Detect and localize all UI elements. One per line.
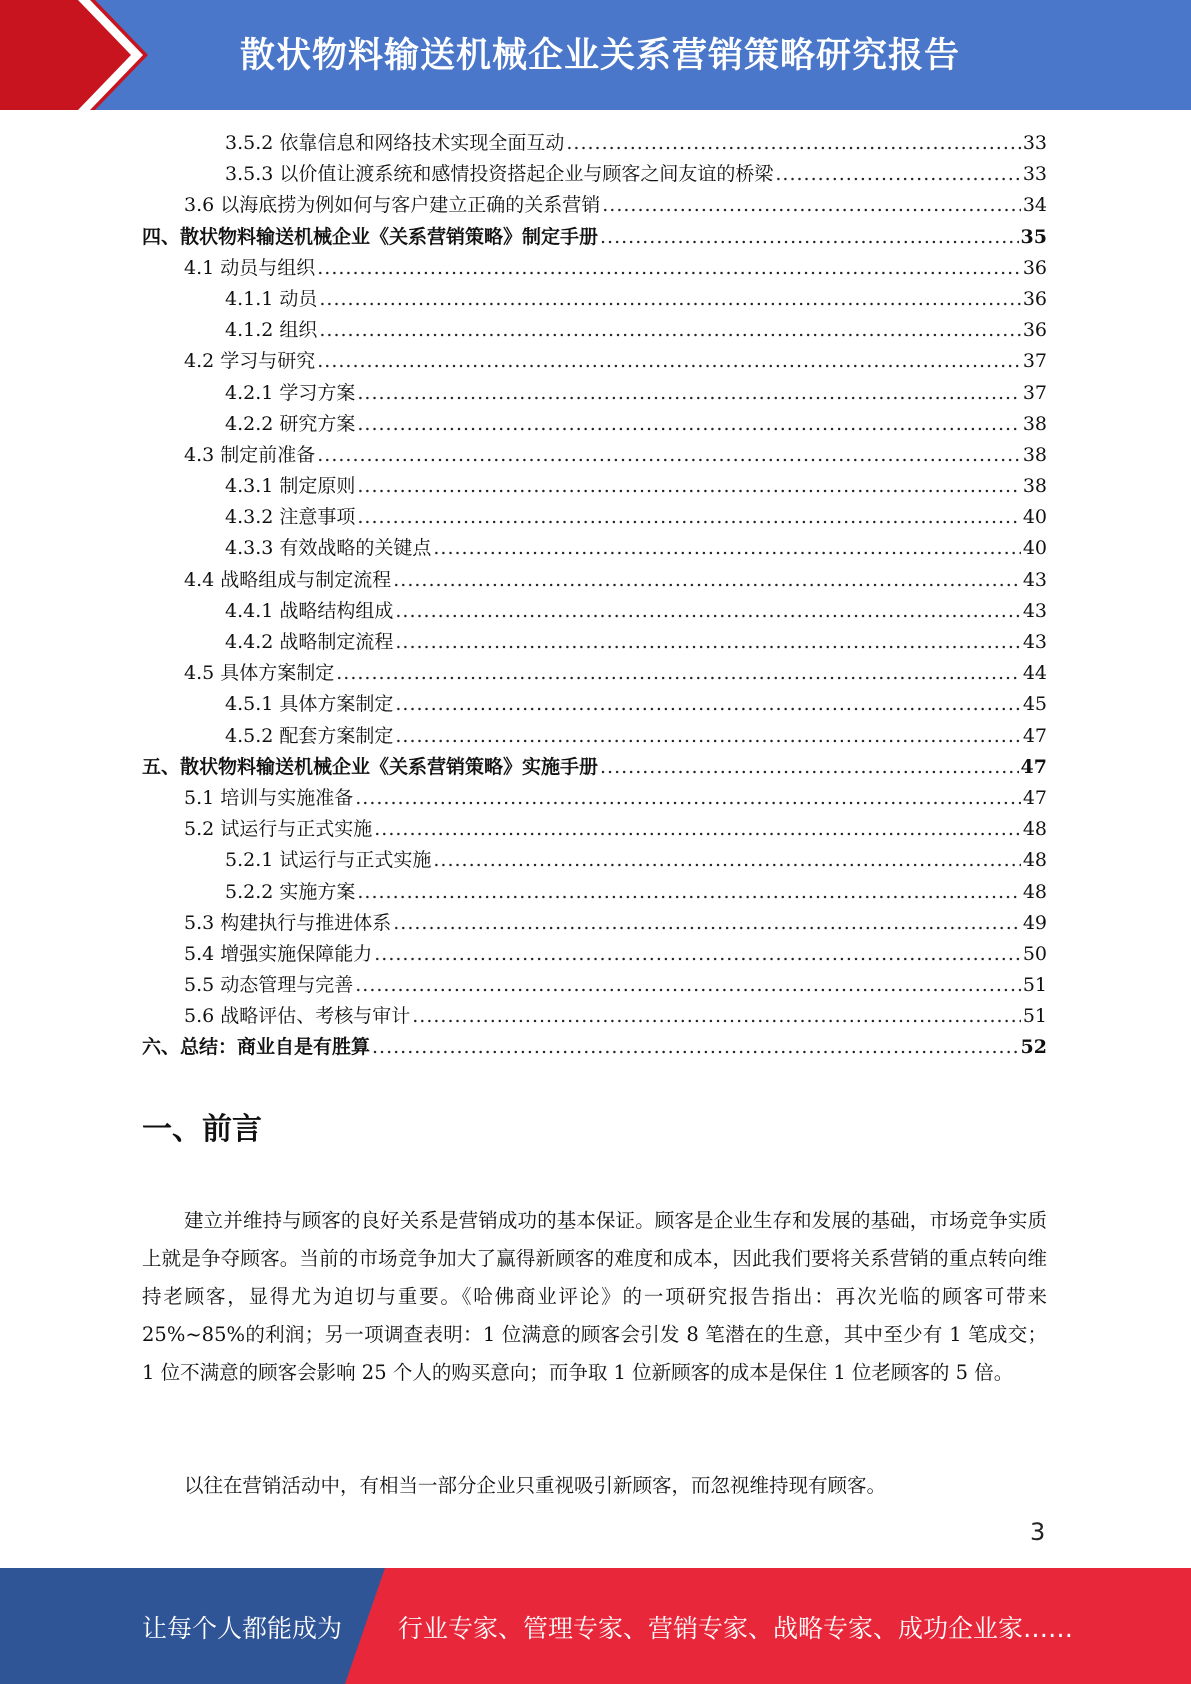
toc-entry[interactable] (142, 627, 1047, 658)
footer-slogan-right: 行业专家、管理专家、营销专家、战略专家、成功企业家…… (398, 1614, 1074, 1643)
body-paragraph: 以往在营销活动中，有相当一部分企业只重视吸引新顾客，而忽视维持现有顾客。 (184, 1474, 887, 1497)
footer-banner (0, 1568, 1191, 1684)
toc-leader-dots (433, 533, 1020, 564)
toc-entry-page: 38 (1022, 443, 1047, 466)
toc-entry[interactable] (142, 908, 1047, 939)
toc-entry[interactable] (142, 533, 1047, 564)
toc-entry[interactable] (142, 378, 1047, 409)
toc-leader-dots (374, 814, 1021, 845)
toc-entry-page: 51 (1022, 974, 1047, 997)
toc-entry-title: 5.2 试运行与正式实施 (184, 818, 373, 841)
toc-leader-dots (319, 284, 1020, 315)
toc-entry-page: 51 (1022, 1005, 1047, 1028)
toc-entry-title: 5.2.2 实施方案 (225, 880, 356, 903)
toc-leader-dots (355, 783, 1021, 814)
toc-entry-page: 33 (1022, 132, 1047, 154)
toc-leader-dots (602, 190, 1021, 221)
toc-entry[interactable] (142, 284, 1047, 315)
toc-leader-dots (357, 877, 1020, 908)
toc-entry-title: 4.5.1 具体方案制定 (225, 693, 394, 716)
footer-slogan-left: 让每个人都能成为 (142, 1614, 343, 1643)
toc-entry-page: 47 (1022, 724, 1047, 747)
toc-entry-page: 47 (1022, 786, 1047, 809)
toc-entry-title: 5.4 增强实施保障能力 (184, 942, 373, 965)
toc-entry[interactable] (142, 190, 1047, 221)
section-heading: 一、前言 (142, 1112, 262, 1147)
toc-leader-dots (357, 471, 1020, 502)
toc-entry-title: 4.3.1 制定原则 (225, 475, 356, 498)
toc-entry[interactable] (142, 502, 1047, 533)
toc-entry-page: 52 (1020, 1036, 1047, 1059)
toc-entry[interactable] (142, 159, 1047, 190)
toc-entry-title: 5.1 培训与实施准备 (184, 786, 354, 809)
toc-entry-title: 五、散状物料输送机械企业《关系营销策略》实施手册 (142, 755, 599, 778)
header-banner (0, 0, 1191, 110)
toc-leader-dots (357, 502, 1020, 533)
toc-entry-page: 43 (1022, 599, 1047, 622)
toc-leader-dots (319, 315, 1020, 346)
toc-leader-dots (374, 939, 1021, 970)
toc-entry-title: 4.3 制定前准备 (184, 443, 316, 466)
toc-entry-title: 4.1.1 动员 (225, 287, 318, 310)
toc-entry-page: 43 (1022, 568, 1047, 591)
toc-entry-title: 5.2.1 试运行与正式实施 (225, 849, 432, 872)
toc-entry-title: 5.5 动态管理与完善 (184, 974, 354, 997)
toc-entry[interactable] (142, 970, 1047, 1001)
toc-entry-title: 4.4 战略组成与制定流程 (184, 568, 392, 591)
toc-entry-title: 四、散状物料输送机械企业《关系营销策略》制定手册 (142, 225, 599, 248)
toc-leader-dots (775, 159, 1020, 190)
toc-leader-dots (317, 253, 1021, 284)
toc-entry[interactable] (142, 658, 1047, 689)
body-paragraph: 建立并维持与顾客的良好关系是营销成功的基本保证。顾客是企业生存和发展的基础，市场竞争实质上就是争夺顾客。当前的市场竞争加大了赢得新顾客的难度和成本，因此我们要将关系营销的重点转向维持老顾客，显得尤为迫切与重要。《哈佛商业评论》的一项研究报告指出：再次光临的顾客可带来 25%~85%的利润；另一项调查表明：1 位满意的顾客会引发 8 笔潜在的生意，其中至少有 1 笔成交；1 位不满意的顾客会影响 25 个人的购买意向；而争取 1 位新顾客的成本是保住 1 位老顾客的 5 倍。 (142, 1209, 1047, 1384)
toc-leader-dots (395, 627, 1020, 658)
toc-entry[interactable] (142, 596, 1047, 627)
toc-entry-page: 47 (1020, 755, 1047, 778)
toc-entry-title: 4.4.1 战略结构组成 (225, 599, 394, 622)
toc-entry-title: 六、总结：商业自是有胜算 (142, 1036, 371, 1059)
toc-leader-dots (317, 346, 1021, 377)
toc-entry-page: 40 (1022, 506, 1047, 529)
toc-leader-dots (355, 970, 1021, 1001)
toc-entry-title: 4.3.3 有效战略的关键点 (225, 537, 432, 560)
toc-entry[interactable] (142, 440, 1047, 471)
toc-leader-dots (412, 1001, 1021, 1032)
toc-entry-title: 5.3 构建执行与推进体系 (184, 911, 392, 934)
toc-entry-page: 35 (1020, 225, 1047, 248)
toc-entry-page: 44 (1022, 662, 1047, 685)
toc-entry-title: 3.5.2 依靠信息和网络技术实现全面互动 (225, 132, 565, 154)
toc-leader-dots (336, 658, 1021, 689)
toc-leader-dots (357, 409, 1020, 440)
toc-entry[interactable] (142, 814, 1047, 845)
toc-entry-title: 4.1.2 组织 (225, 319, 318, 342)
toc-entry-page: 38 (1022, 475, 1047, 498)
toc-entry-page: 34 (1022, 194, 1047, 217)
toc-entry-page: 38 (1022, 412, 1047, 435)
toc-entry-title: 4.1 动员与组织 (184, 256, 316, 279)
toc-entry-page: 37 (1022, 381, 1047, 404)
toc-entry[interactable] (142, 346, 1047, 377)
toc-entry-title: 3.5.3 以价值让渡系统和感情投资搭起企业与顾客之间友谊的桥梁 (225, 163, 774, 186)
toc-entry-page: 50 (1022, 942, 1047, 965)
toc-leader-dots (317, 440, 1021, 471)
toc-entry[interactable] (142, 1001, 1047, 1032)
toc-entry[interactable] (142, 565, 1047, 596)
toc-leader-dots (433, 845, 1020, 876)
toc-entry-page: 37 (1022, 350, 1047, 373)
toc-entry[interactable] (142, 128, 1047, 159)
toc-entry-title: 3.6 以海底捞为例如何与客户建立正确的关系营销 (184, 194, 601, 217)
toc-entry-page: 36 (1022, 287, 1047, 310)
toc-entry-title: 5.6 战略评估、考核与审计 (184, 1005, 411, 1028)
toc-entry-page: 33 (1022, 163, 1047, 186)
toc-entry[interactable] (142, 752, 1047, 783)
toc-entry-title: 4.2 学习与研究 (184, 350, 316, 373)
header-arrow-decoration (0, 0, 170, 110)
toc-entry-page: 36 (1022, 319, 1047, 342)
document-title: 散状物料输送机械企业关系营销策略研究报告 (240, 36, 961, 76)
toc-leader-dots (357, 378, 1020, 409)
toc-leader-dots (395, 596, 1020, 627)
toc-entry-title: 4.5.2 配套方案制定 (225, 724, 394, 747)
toc-entry[interactable] (142, 253, 1047, 284)
toc-entry[interactable] (142, 721, 1047, 752)
toc-entry-title: 4.2.1 学习方案 (225, 381, 356, 404)
toc-entry-title: 4.2.2 研究方案 (225, 412, 356, 435)
toc-entry[interactable] (142, 845, 1047, 876)
toc-leader-dots (566, 128, 1020, 159)
toc-entry-page: 36 (1022, 256, 1047, 279)
toc-entry-page: 48 (1022, 818, 1047, 841)
toc-entry[interactable] (142, 1032, 1047, 1063)
toc-leader-dots (372, 1032, 1019, 1063)
toc-entry[interactable] (142, 471, 1047, 502)
toc-entry-page: 48 (1022, 880, 1047, 903)
toc-leader-dots (393, 908, 1021, 939)
toc-leader-dots (600, 222, 1019, 253)
toc-entry-page: 45 (1022, 693, 1047, 716)
toc-entry-page: 49 (1022, 911, 1047, 934)
toc-leader-dots (395, 721, 1020, 752)
toc-entry-page: 48 (1022, 849, 1047, 872)
toc-entry-title: 4.5 具体方案制定 (184, 662, 335, 685)
table-of-contents (142, 128, 1047, 1064)
toc-entry[interactable] (142, 222, 1047, 253)
toc-entry[interactable] (142, 939, 1047, 970)
toc-entry-title: 4.3.2 注意事项 (225, 506, 356, 529)
toc-entry[interactable] (142, 877, 1047, 908)
toc-entry-title: 4.4.2 战略制定流程 (225, 631, 394, 653)
toc-entry-page: 40 (1022, 537, 1047, 560)
toc-leader-dots (600, 752, 1019, 783)
page-number: 3 (1030, 1518, 1046, 1546)
toc-entry-page: 43 (1022, 631, 1047, 653)
toc-leader-dots (395, 689, 1020, 720)
toc-leader-dots (393, 565, 1021, 596)
toc-entry[interactable] (142, 315, 1047, 346)
toc-entry[interactable] (142, 409, 1047, 440)
toc-entry[interactable] (142, 783, 1047, 814)
toc-entry[interactable] (142, 689, 1047, 720)
